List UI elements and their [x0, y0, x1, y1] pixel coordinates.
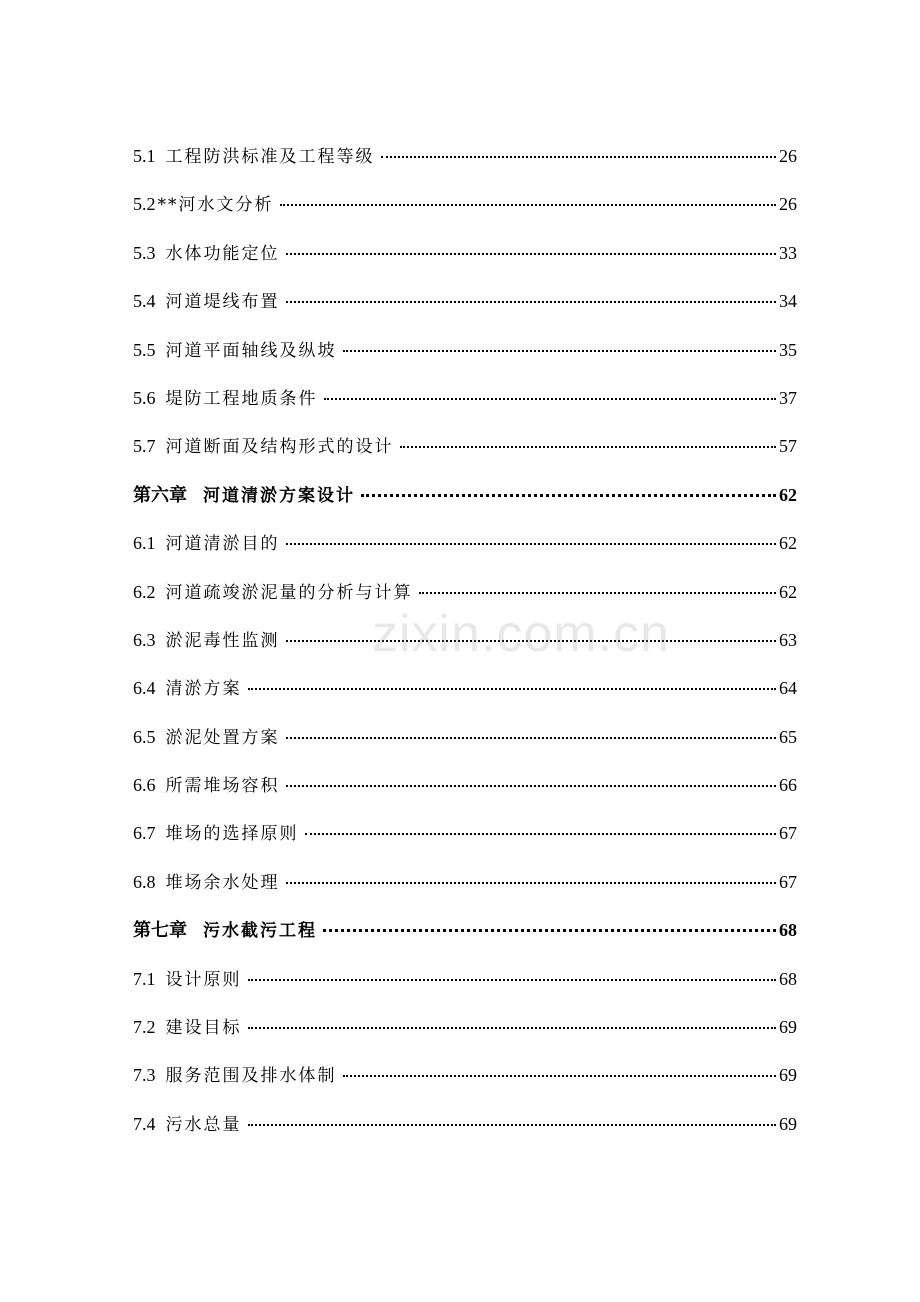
toc-page-number: 69: [779, 1065, 797, 1086]
dot-leader: [286, 785, 777, 787]
toc-title: 河道清淤方案设计: [203, 485, 355, 506]
toc-page-number: 64: [779, 678, 797, 699]
toc-entry-7-3[interactable]: [133, 1057, 797, 1105]
toc-page-number: 66: [779, 775, 797, 796]
toc-number: 7.3: [133, 1065, 156, 1086]
toc-number: 6.7: [133, 823, 156, 844]
toc-chapter-7[interactable]: [133, 912, 797, 960]
dot-leader: [286, 301, 777, 303]
toc-title: 所需堆场容积: [165, 776, 280, 797]
toc-title: 工程防洪标准及工程等级: [165, 147, 375, 167]
toc-number: 6.6: [133, 775, 156, 796]
toc-chapter-6[interactable]: [133, 477, 797, 525]
toc-title: 河道断面及结构形式的设计: [165, 437, 394, 458]
toc-page-number: 69: [779, 1017, 797, 1038]
toc-page-number: 68: [779, 968, 797, 989]
toc-entry-6-5[interactable]: [133, 719, 797, 767]
toc-page-number: 62: [779, 581, 797, 602]
dot-leader: [248, 1124, 777, 1126]
toc-number: 5.5: [133, 339, 156, 360]
dot-leader: [286, 543, 777, 545]
toc-page-number: 35: [779, 339, 797, 360]
dot-leader: [419, 592, 777, 594]
toc-entry-6-2[interactable]: [133, 574, 797, 622]
toc-number: 5.3: [133, 242, 156, 263]
toc-entry-5-3[interactable]: [133, 235, 797, 283]
toc-title: 服务范围及排水体制: [165, 1066, 337, 1087]
dot-leader: [324, 398, 777, 400]
toc-number: 5.7: [133, 436, 156, 457]
toc-page-number: 67: [779, 871, 797, 892]
toc-page-number: 57: [779, 436, 797, 457]
dot-leader: [400, 446, 777, 448]
dot-leader: [323, 929, 776, 932]
toc-page-number: 62: [779, 484, 797, 505]
toc-title: 污水总量: [165, 1114, 242, 1135]
dot-leader: [286, 253, 777, 255]
toc-title: 设计原则: [165, 969, 242, 990]
toc-number: 6.3: [133, 629, 156, 650]
toc-number: 5.2: [133, 194, 156, 215]
toc-entry-7-4[interactable]: [133, 1106, 797, 1154]
toc-title: 河道清淤目的: [165, 534, 280, 555]
dot-leader: [343, 350, 777, 352]
toc-chapter-number: 第六章: [133, 484, 187, 505]
toc-page-number: 65: [779, 726, 797, 747]
watermark: zixin.com.cn: [372, 605, 671, 663]
toc-number: 7.1: [133, 968, 156, 989]
toc-number: 6.2: [133, 581, 156, 602]
toc-title: 河道堤线布置: [165, 292, 280, 313]
dot-leader: [248, 688, 777, 690]
toc-entry-6-7[interactable]: [133, 815, 797, 863]
dot-leader: [280, 204, 777, 206]
dot-leader: [286, 640, 777, 642]
dot-leader: [286, 737, 777, 739]
toc-entry-5-6[interactable]: [133, 380, 797, 428]
toc-page-number: 69: [779, 1113, 797, 1134]
toc-entry-6-8[interactable]: [133, 864, 797, 912]
dot-leader: [286, 882, 777, 884]
toc-page-number: 62: [779, 533, 797, 554]
toc-number: 5.4: [133, 291, 156, 312]
toc-entry-6-6[interactable]: [133, 767, 797, 815]
toc-entry-5-1[interactable]: [133, 138, 797, 186]
toc-entry-5-5[interactable]: [133, 332, 797, 380]
toc-page-number: 26: [779, 194, 797, 215]
toc-number: 6.4: [133, 678, 156, 699]
toc-number: 5.6: [133, 387, 156, 408]
toc-entry-6-3[interactable]: [133, 622, 797, 670]
toc-title: 堤防工程地质条件: [165, 388, 318, 409]
toc-page-number: 34: [779, 291, 797, 312]
toc-title: 河道疏竣淤泥量的分析与计算: [165, 582, 413, 603]
toc-entry-6-1[interactable]: [133, 525, 797, 573]
dot-leader: [248, 979, 777, 981]
toc-title: 清淤方案: [165, 679, 242, 700]
toc-title: 污水截污工程: [203, 921, 317, 942]
toc-title: 水体功能定位: [165, 243, 280, 264]
toc-title: 河道平面轴线及纵坡: [165, 340, 337, 361]
toc-title: 建设目标: [165, 1018, 242, 1039]
toc-title: 淤泥处置方案: [165, 727, 280, 748]
dot-leader: [305, 833, 777, 835]
toc-number: 5.1: [133, 146, 156, 166]
toc-entry-5-4[interactable]: [133, 283, 797, 331]
dot-leader: [343, 1075, 777, 1077]
toc-number: 7.2: [133, 1017, 156, 1038]
dot-leader: [381, 156, 777, 158]
toc-entry-5-7[interactable]: [133, 428, 797, 476]
toc-number: 6.1: [133, 533, 156, 554]
toc-entry-7-2[interactable]: [133, 1009, 797, 1057]
dot-leader: [248, 1027, 777, 1029]
toc-page-number: 37: [779, 387, 797, 408]
toc-page-number: 67: [779, 823, 797, 844]
dot-leader: [361, 494, 776, 497]
toc-number: 6.5: [133, 726, 156, 747]
toc-title: 淤泥毒性监测: [165, 630, 280, 651]
table-of-contents: [133, 138, 797, 1154]
toc-page-number: 68: [779, 920, 797, 941]
toc-chapter-number: 第七章: [133, 920, 187, 941]
toc-title: **河水文分析: [157, 195, 274, 216]
toc-title: 堆场的选择原则: [165, 824, 299, 845]
toc-page-number: 33: [779, 242, 797, 263]
toc-entry-5-2[interactable]: [133, 186, 797, 234]
toc-number: 7.4: [133, 1113, 156, 1134]
toc-entry-6-4[interactable]: [133, 670, 797, 718]
toc-page-number: 63: [779, 629, 797, 650]
toc-page-number: 26: [779, 146, 797, 166]
toc-number: 6.8: [133, 871, 156, 892]
toc-title: 堆场余水处理: [165, 872, 280, 893]
toc-entry-7-1[interactable]: [133, 961, 797, 1009]
